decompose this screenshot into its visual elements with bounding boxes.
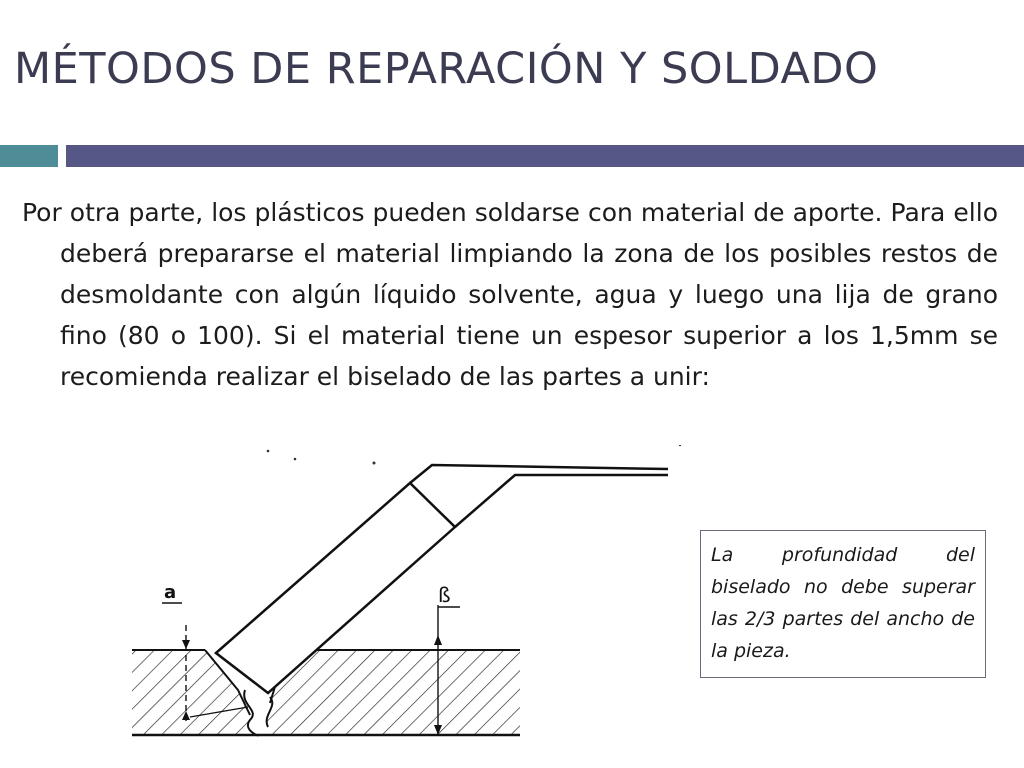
welding-torch bbox=[410, 465, 668, 527]
body-paragraph: Por otra parte, los plásticos pueden soldarse con material de aporte. Para ello deberá prepararse el material limpiando la zona de los posibles restos de desmoldante con algún líquido solvente, agua y luego una lija de grano fino (80 o 100). Si el material tiene un espesor superior a los 1,5mm se recomienda realizar el biselado de las partes a unir: bbox=[22, 198, 998, 391]
bevel-depth-note: La profundidad del biselado no debe superar las 2/3 partes del ancho de la pieza. bbox=[700, 530, 986, 678]
label-a: a bbox=[164, 582, 177, 603]
slide-title: MÉTODOS DE REPARACIÓN Y SOLDADO bbox=[14, 44, 879, 94]
label-b: ß bbox=[438, 583, 451, 607]
accent-bar-teal bbox=[0, 145, 58, 167]
accent-bar-blue bbox=[66, 145, 1024, 167]
welding-bevel-diagram bbox=[120, 445, 685, 768]
